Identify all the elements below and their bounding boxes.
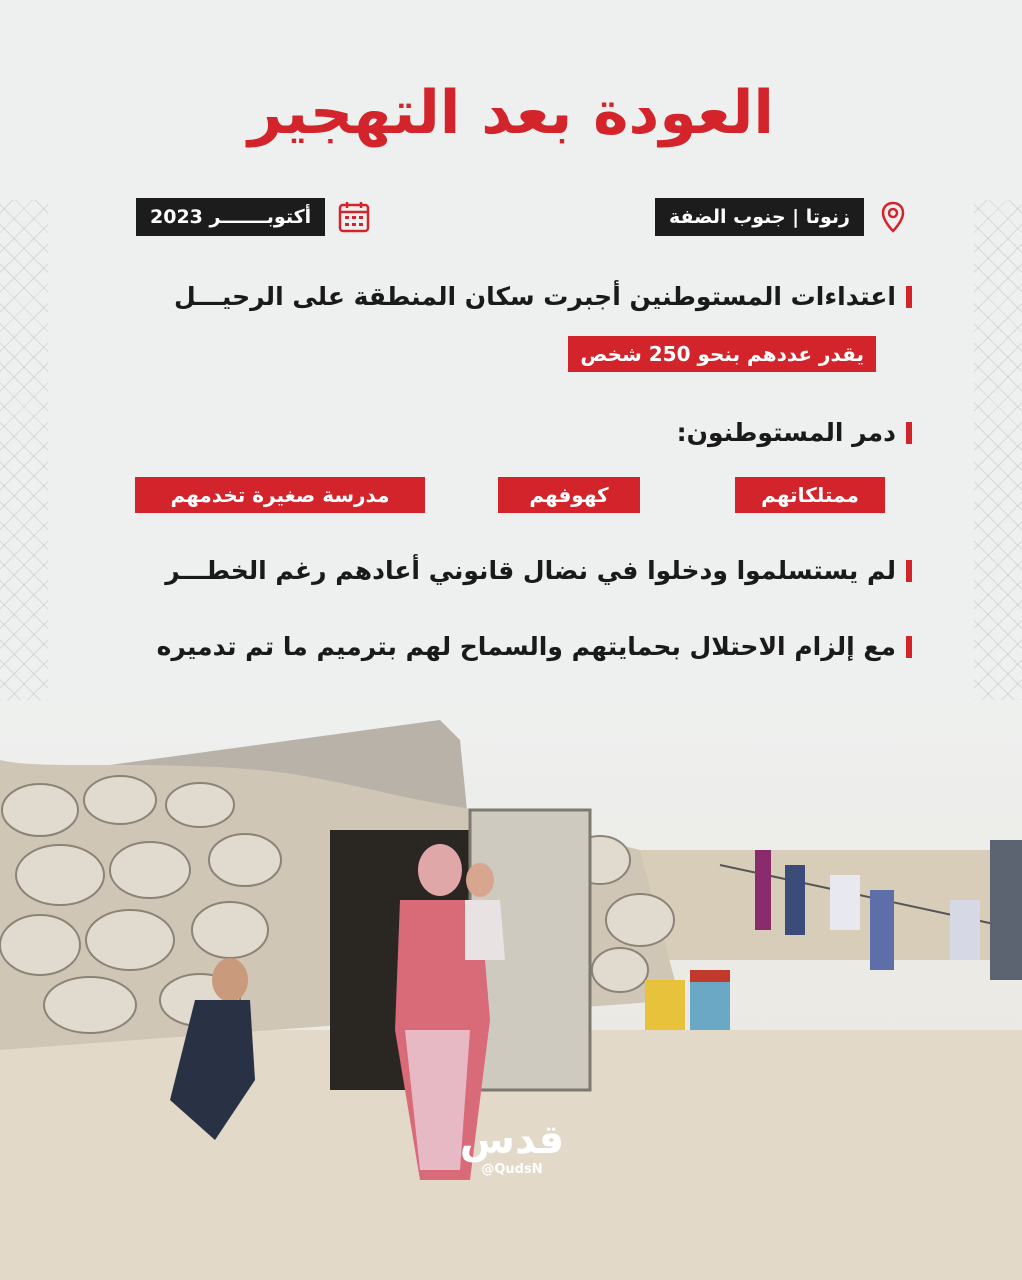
quds-logo [452, 1118, 572, 1177]
logo-wordmark: قدس [459, 1117, 565, 1163]
bullet-mark [906, 422, 912, 444]
instagram-handle: @QudsN [481, 1162, 543, 1177]
page-title: العودة بعد التهجير [248, 78, 774, 148]
location-row [655, 197, 912, 237]
bullet-mark [906, 560, 912, 582]
bullet-mark [906, 636, 912, 658]
decorative-pattern-left [0, 200, 48, 720]
point-text: دمر المستوطنون: [676, 418, 896, 447]
point-destroyed-heading [677, 418, 912, 447]
destroyed-item-school: مدرسة صغيرة تخدمهم [135, 477, 425, 513]
decorative-pattern-right [974, 200, 1022, 720]
location-label: زنوتا | جنوب الضفة [655, 198, 864, 236]
point-text: اعتداءات المستوطنين أجبرت سكان المنطقة على الرحيـــل [173, 282, 896, 311]
bullet-mark [906, 286, 912, 308]
calendar-icon [335, 197, 373, 237]
location-pin-icon [874, 197, 912, 237]
point-settler-attacks [174, 282, 912, 311]
point-text: لم يستسلموا ودخلوا في نضال قانوني أعادهم رغم الخطـــر [165, 556, 896, 585]
point-legal-struggle [165, 556, 912, 585]
date-label: أكتوبـــــــر 2023 [136, 198, 325, 236]
destroyed-item-caves: كهوفهم [498, 477, 640, 513]
count-badge: يقدر عددهم بنحو 250 شخص [568, 336, 876, 372]
point-text: مع إلزام الاحتلال بحمايتهم والسماح لهم بترميم ما تم تدميره [156, 632, 896, 661]
point-protection [157, 632, 912, 661]
scene-photo [0, 700, 1022, 1280]
destroyed-item-property: ممتلكاتهم [735, 477, 885, 513]
date-row [136, 197, 373, 237]
